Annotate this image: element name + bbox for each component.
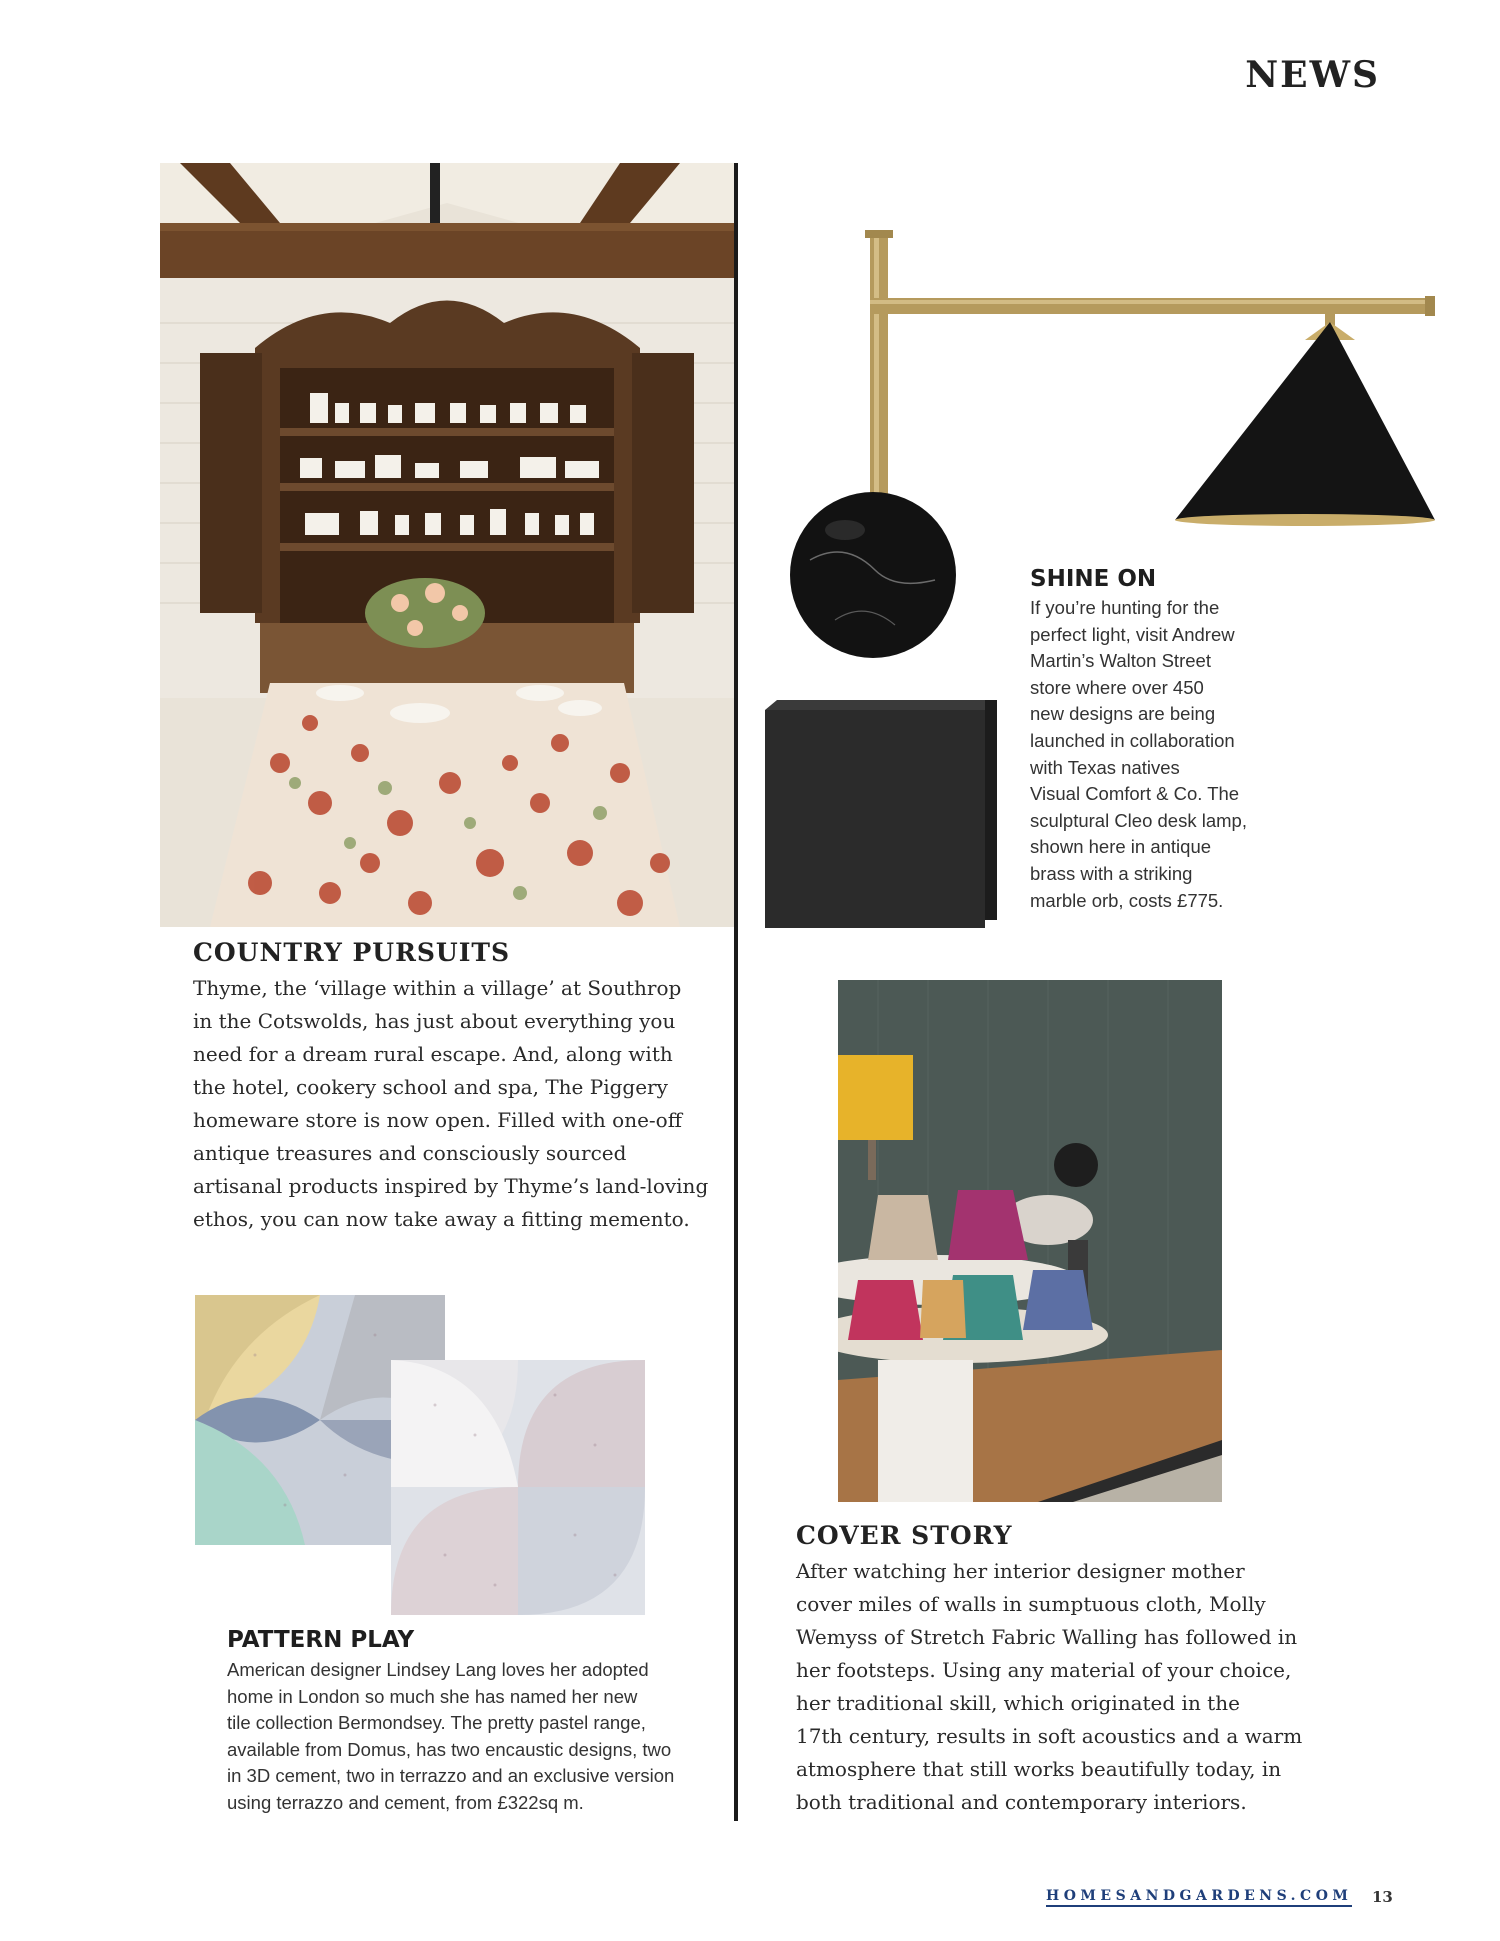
article-title: SHINE ON	[1030, 566, 1157, 592]
article-line: available from Domus, has two encaustic designs, two	[227, 1738, 672, 1760]
article-line: artisanal products inspired by Thyme’s land-loving	[193, 1174, 709, 1198]
footer-website-link[interactable]: HOMESANDGARDENS.COM	[1046, 1888, 1352, 1907]
article-line: brass with a striking	[1030, 862, 1193, 884]
page-number: 13	[1372, 1888, 1393, 1906]
article-title: PATTERN PLAY	[227, 1627, 415, 1653]
article-title: COVER STORY	[796, 1521, 1013, 1550]
article-line: new designs are being	[1030, 703, 1216, 725]
column-divider	[734, 163, 738, 1821]
article-line: ethos, you can now take away a fitting memento.	[193, 1207, 690, 1231]
article-line: shown here in antique	[1030, 836, 1212, 858]
article-line: After watching her interior designer mother	[796, 1559, 1245, 1583]
article-line: home in London so much she has named her new	[227, 1685, 638, 1707]
article-title: COUNTRY PURSUITS	[193, 938, 511, 967]
article-line: with Texas natives	[1030, 756, 1180, 778]
article-line: need for a dream rural escape. And, along with	[193, 1042, 673, 1066]
section-header: NEWS	[1245, 54, 1380, 96]
article-line: launched in collaboration	[1030, 729, 1235, 751]
article-line: store where over 450	[1030, 676, 1204, 698]
dining-room-photo	[160, 163, 734, 927]
article-line: antique treasures and consciously sourced	[193, 1141, 627, 1165]
country-pursuits-article	[193, 938, 713, 1236]
article-line: using terrazzo and cement, from £322sq m.	[227, 1791, 584, 1813]
article-line: American designer Lindsey Lang loves her adopted	[227, 1659, 649, 1680]
article-line: marble orb, costs £775.	[1030, 889, 1224, 911]
article-line: in 3D cement, two in terrazzo and an exclusive version	[227, 1765, 675, 1787]
article-line: her footsteps. Using any material of your choice,	[796, 1658, 1292, 1682]
article-line: Martin’s Walton Street	[1030, 650, 1211, 672]
cover-story-article	[796, 1521, 1316, 1819]
article-line: Wemyss of Stretch Fabric Walling has followed in	[796, 1625, 1298, 1649]
article-line: Thyme, the ‘village within a village’ at Southrop	[193, 976, 682, 1000]
article-line: perfect light, visit Andrew	[1030, 623, 1235, 645]
article-line: cover miles of walls in sumptuous cloth, Molly	[796, 1592, 1266, 1616]
article-line: both traditional and contemporary interiors.	[796, 1790, 1247, 1814]
article-line: her traditional skill, which originated in the	[796, 1691, 1240, 1715]
tiles-photo	[195, 1295, 645, 1615]
shine-on-article	[1030, 566, 1290, 914]
article-line: 17th century, results in soft acoustics and a warm	[796, 1724, 1303, 1748]
article-line: atmosphere that still works beautifully today, in	[796, 1757, 1282, 1781]
article-line: the hotel, cookery school and spa, The Piggery	[193, 1075, 668, 1099]
fabric-walling-photo	[838, 980, 1222, 1502]
article-line: sculptural Cleo desk lamp,	[1030, 809, 1247, 831]
article-line: in the Cotswolds, has just about everything you	[193, 1009, 676, 1033]
article-line: Visual Comfort & Co. The	[1030, 783, 1240, 805]
article-line: homeware store is now open. Filled with one-off	[193, 1108, 682, 1132]
article-line: tile collection Bermondsey. The pretty pastel range,	[227, 1712, 646, 1734]
article-line: If you’re hunting for the	[1030, 597, 1220, 618]
pattern-play-article	[227, 1627, 727, 1817]
